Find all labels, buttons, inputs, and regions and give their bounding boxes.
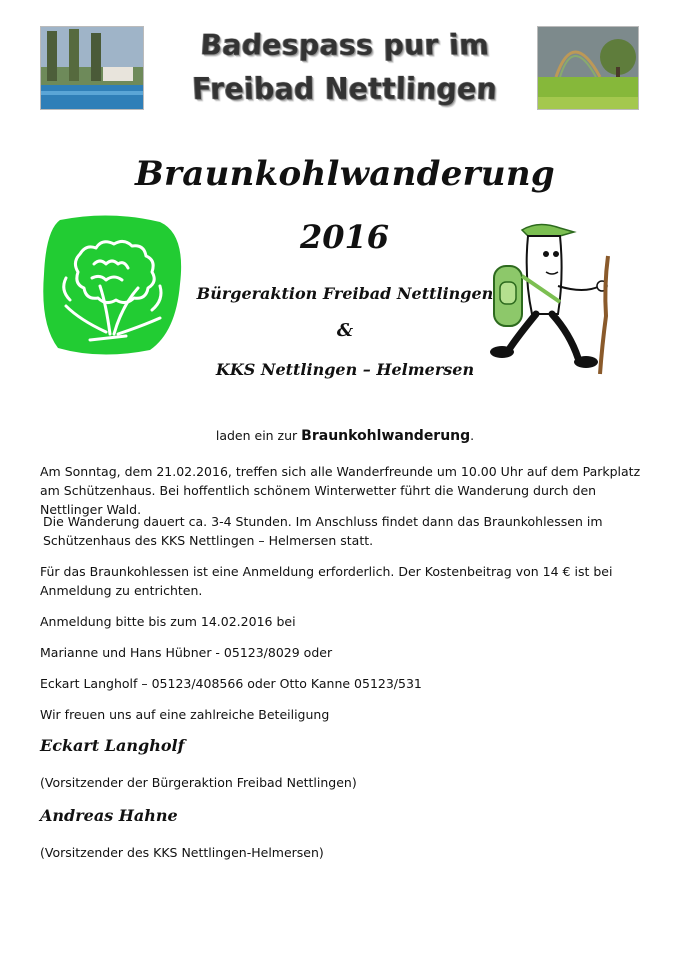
banner-line-2: Freibad Nettlingen: [191, 70, 499, 107]
title-year: 2016: [300, 218, 390, 256]
closing-line: Wir freuen uns auf eine zahlreiche Beteiligung: [40, 707, 330, 722]
hiker-icon: [488, 216, 628, 380]
signature-1-note: (Vorsitzender der Bürgeraktion Freibad Nettlingen): [40, 775, 357, 790]
signature-2-name: Andreas Hahne: [40, 806, 178, 825]
contact-2: Eckart Langholf – 05123/408566 oder Otto Kanne 05123/531: [40, 676, 422, 691]
page-title: Braunkohlwanderung: [135, 154, 555, 194]
paragraph-registration: Für das Braunkohlessen ist eine Anmeldung erforderlich. Der Kostenbeitrag von 14 € ist bei Anmeldung zu entrichten.: [40, 564, 613, 598]
signature-2-note: (Vorsitzender des KKS Nettlingen-Helmersen): [40, 845, 324, 860]
contact-1: Marianne und Hans Hübner - 05123/8029 oder: [40, 645, 333, 660]
header-banner: [160, 22, 530, 112]
organizer-1: Bürgeraktion Freibad Nettlingen: [196, 284, 494, 303]
kale-icon: [40, 214, 184, 356]
organizer-2: KKS Nettlingen – Helmersen: [215, 360, 475, 379]
intro-emphasis: Braunkohlwanderung: [301, 428, 471, 444]
paragraph-meeting: Am Sonntag, dem 21.02.2016, treffen sich alle Wanderfreunde um 10.00 Uhr auf dem Parkplatz am Schützenhaus. Bei hoffentlich schönem Winterwetter führt die Wanderung durch den Nettlinger Wald.: [40, 464, 641, 517]
paragraph-duration: Die Wanderung dauert ca. 3-4 Stunden. Im Anschluss findet dann das Braunkohlessen im Schützenhaus des KKS Nettlingen – Helmersen statt.: [43, 514, 603, 548]
paragraph-deadline: Anmeldung bitte bis zum 14.02.2016 bei: [40, 614, 296, 629]
pool-photo: [40, 26, 144, 110]
signature-1-name: Eckart Langholf: [40, 736, 185, 755]
intro-suffix: .: [470, 428, 475, 443]
ampersand: &: [336, 320, 354, 341]
intro-prefix: laden ein zur: [215, 428, 298, 443]
banner-line-1: Badespass pur im: [199, 27, 491, 62]
meadow-rainbow-photo: [537, 26, 639, 110]
intro-line: [0, 428, 690, 444]
